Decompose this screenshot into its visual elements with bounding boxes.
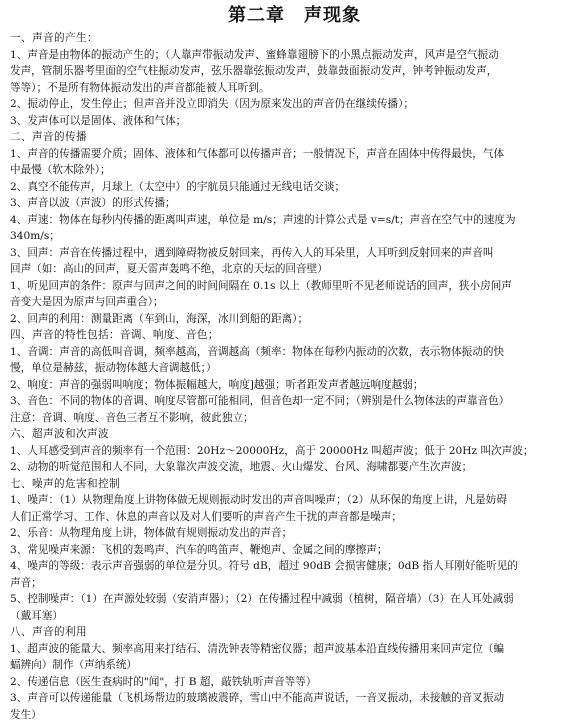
section-heading: 二、声音的传播: [10, 129, 579, 146]
paragraph-line: 1、声音是由物体的振动产生的；（人靠声带振动发声、蜜蜂靠翅膀下的小黑点振动发声，风声是空气振动: [10, 47, 579, 64]
paragraph-line: 中最慢（软木除外）；: [10, 162, 579, 179]
paragraph-line: 2、振动停止，发生停止；但声音并没立即消失（因为原来发出的声音仍在继续传播）；: [10, 96, 579, 113]
paragraph-line: 2、传递信息（医生查病时的"闻"，打 B 超，敲铁轨听声音等等）: [10, 674, 579, 691]
section-sound-production: [10, 30, 579, 129]
section-sound-characteristics: [10, 327, 579, 426]
paragraph-line: 3、发声体可以是固体、液体和气体；: [10, 113, 579, 130]
paragraph-line: 1、音调：声音的高低叫音调，频率越高，音调越高（频率：物体在每秒内振动的次数，表示物体振动的快: [10, 344, 579, 361]
paragraph-line: 5、控制噪声：（1）在声源处较弱（安消声器）；（2）在传播过程中减弱（植树，隔音墙）（3）在人耳处减弱: [10, 591, 579, 608]
paragraph-line: 注意：音调、响度、音色三者互不影响，彼此独立；: [10, 410, 579, 427]
paragraph-line: 2、真空不能传声，月球上（太空中）的宇航员只能通过无线电话交谈；: [10, 179, 579, 196]
section-heading: 四、声音的特性包括：音调、响度、音色；: [10, 327, 579, 344]
paragraph-line: 3、声音以波（声波）的形式传播；: [10, 195, 579, 212]
section-sound-propagation: [10, 129, 579, 327]
paragraph-line: 音变大是因为原声与回声重合）；: [10, 294, 579, 311]
paragraph-line: （戴耳塞）: [10, 608, 579, 625]
paragraph-line: 声音；: [10, 575, 579, 592]
section-heading: 六、超声波和次声波: [10, 426, 579, 443]
paragraph-line: 回声（如：高山的回声，夏天雷声轰鸣不绝，北京的天坛的回音壁）: [10, 261, 579, 278]
paragraph-line: 蝠辨向）制作（声纳系统）: [10, 657, 579, 674]
chapter-title: 第二章 声现象: [10, 4, 579, 28]
paragraph-line: 发声，管制乐器考里面的空气柱振动发声，弦乐器靠弦振动发声，鼓靠鼓面振动发声，钟考钟振动发声，: [10, 63, 579, 80]
paragraph-line: 慢，单位是赫兹，振动物体越大音调越低；）: [10, 360, 579, 377]
section-heading: 一、声音的产生：: [10, 30, 579, 47]
paragraph-line: 4、声速：物体在每秒内传播的距离叫声速，单位是 m/s；声速的计算公式是 v=s/t；声音在空气中的速度为: [10, 212, 579, 229]
paragraph-line: 2、乐音：从物理角度上讲，物体做有规则振动发出的声音；: [10, 525, 579, 542]
paragraph-line: 3、回声：声音在传播过程中，遇到障碍物被反射回来，再传入人的耳朵里，人耳听到反射回来的声音叫: [10, 245, 579, 262]
paragraph-line: 人们正常学习、工作、休息的声音以及对人们要听的声音产生干扰的声音都是噪声；: [10, 509, 579, 526]
section-sound-uses: [10, 624, 579, 723]
section-heading: 八、声音的利用: [10, 624, 579, 641]
paragraph-line: 1、听见回声的条件：原声与回声之间的时间间隔在 0.1s 以上（教师里听不见老师说话的回声，狭小房间声: [10, 278, 579, 295]
paragraph-line: 1、声音的传播需要介质；固体、液体和气体都可以传播声音；一般情况下，声音在固体中传得最快，气体: [10, 146, 579, 163]
paragraph-line: 3、声音可以传递能量（飞机场帮边的玻璃被震碎，雪山中不能高声说话，一音叉振动，未接触的音叉振动: [10, 690, 579, 707]
paragraph-line: 2、动物的听觉范围和人不同，大象靠次声波交流，地震、火山爆发、台风、海啸都要产生次声波；: [10, 459, 579, 476]
paragraph-line: 3、常见噪声来源：飞机的轰鸣声、汽车的鸣笛声、鞭炮声、金属之间的摩擦声；: [10, 542, 579, 559]
paragraph-line: 等等）；不是所有物体振动发出的声音都能被人耳听到。: [10, 80, 579, 97]
paragraph-line: 发生）: [10, 707, 579, 723]
paragraph-line: 340m/s；: [10, 228, 579, 245]
paragraph-line: 1、人耳感受到声音的频率有一个范围：20Hz～20000Hz，高于 20000Hz 叫超声波；低于 20Hz 叫次声波；: [10, 443, 579, 460]
paragraph-line: 1、超声波的能量大、频率高用来打结石、清洗钟表等精密仪器；超声波基本沿直线传播用来回声定位（蝙: [10, 641, 579, 658]
paragraph-line: 3、音色：不同的物体的音调、响度尽管都可能相同，但音色却一定不同；（辨别是什么物体法的声靠音色）: [10, 393, 579, 410]
section-heading: 七、噪声的危害和控制: [10, 476, 579, 493]
paragraph-line: 2、响度：声音的强弱叫响度；物体振幅越大，响度]越强；听者距发声者越远响度越弱；: [10, 377, 579, 394]
section-noise-control: [10, 476, 579, 625]
paragraph-line: 1、噪声：（1）从物理角度上讲物体做无规则振动时发出的声音叫噪声；（2）从环保的角度上讲，凡是妨碍: [10, 492, 579, 509]
paragraph-line: 4、噪声的等级：表示声音强弱的单位是分贝。符号 dB，超过 90dB 会损害健康；0dB 指人耳刚好能听见的: [10, 558, 579, 575]
paragraph-line: 2、回声的利用：测量距离（车到山，海深，冰川到船的距离）；: [10, 311, 579, 328]
section-ultrasound-infrasound: [10, 426, 579, 476]
